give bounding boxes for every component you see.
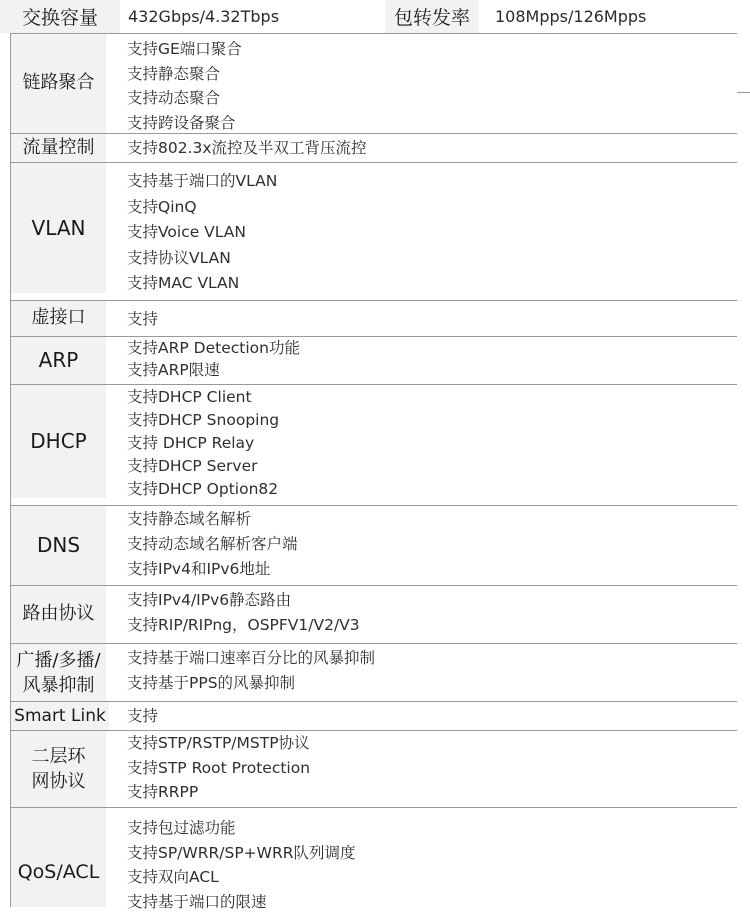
label-line: 网协议	[32, 769, 86, 794]
row-label-routing-protocol: 路由协议	[11, 586, 106, 643]
row-values-dns	[127, 507, 727, 582]
row-divider	[10, 384, 737, 385]
row-label-storm-suppression	[11, 644, 106, 701]
row-values-flow-control	[127, 136, 727, 160]
row-label-virtual-interface: 虚接口	[11, 301, 106, 336]
feature-line: 支持ARP限速	[127, 359, 727, 381]
feature-line: 支持静态域名解析	[127, 507, 727, 532]
feature-line: 支持QinQ	[127, 195, 727, 221]
row-label-layer2-ring	[11, 731, 106, 807]
row-label-smart-link: Smart Link	[11, 702, 109, 730]
feature-line: 支持动态聚合	[127, 86, 727, 111]
feature-line: 支持协议VLAN	[127, 246, 727, 272]
row-values-vlan	[127, 169, 727, 297]
feature-line: 支持双向ACL	[127, 865, 727, 890]
switching-capacity-value: 432Gbps/4.32Tbps	[120, 0, 385, 33]
feature-line: 支持基于端口的VLAN	[127, 169, 727, 195]
feature-line: 支持RRPP	[127, 780, 727, 805]
row-divider	[10, 300, 737, 301]
row-divider	[10, 807, 737, 808]
row-label-dns: DNS	[11, 506, 106, 585]
feature-line: 支持包过滤功能	[127, 816, 727, 841]
feature-line: 支持基于端口的限速	[127, 890, 727, 914]
feature-line: 支持802.3x流控及半双工背压流控	[127, 136, 727, 160]
forwarding-rate-label: 包转发率	[385, 0, 479, 33]
feature-line: 支持Voice VLAN	[127, 220, 727, 246]
feature-line: 支持跨设备聚合	[127, 111, 727, 136]
row-divider	[10, 701, 737, 702]
row-values-smart-link	[127, 703, 727, 729]
label-line: 广播/多播/	[16, 648, 100, 673]
edge-mark	[737, 92, 750, 93]
row-label-link-aggregation: 链路聚合	[11, 34, 106, 133]
feature-line: 支持IPv4/IPv6静态路由	[127, 588, 727, 613]
feature-line: 支持IPv4和IPv6地址	[127, 557, 727, 582]
row-label-dhcp: DHCP	[11, 385, 106, 498]
feature-line: 支持MAC VLAN	[127, 271, 727, 297]
feature-line: 支持动态域名解析客户端	[127, 532, 727, 557]
feature-line: 支持ARP Detection功能	[127, 337, 727, 359]
row-values-dhcp	[127, 386, 727, 501]
row-label-qos-acl: QoS/ACL	[11, 808, 106, 907]
row-values-storm-suppression	[127, 646, 727, 696]
feature-line: 支持STP Root Protection	[127, 756, 727, 781]
label-line: 二层环	[32, 744, 86, 769]
row-values-layer2-ring	[127, 731, 727, 805]
feature-line: 支持RIP/RIPng，OSPFV1/V2/V3	[127, 613, 727, 638]
row-values-routing-protocol	[127, 588, 727, 638]
row-values-arp	[127, 337, 727, 381]
feature-line: 支持基于PPS的风暴抑制	[127, 671, 727, 696]
forwarding-rate-value: 108Mpps/126Mpps	[479, 0, 750, 33]
feature-line: 支持	[127, 306, 727, 332]
feature-line: 支持 DHCP Relay	[127, 432, 727, 455]
feature-line: 支持静态聚合	[127, 62, 727, 87]
feature-line: 支持STP/RSTP/MSTP协议	[127, 731, 727, 756]
switching-capacity-label: 交换容量	[0, 0, 120, 33]
label-line: 风暴抑制	[23, 673, 95, 698]
feature-line: 支持SP/WRR/SP+WRR队列调度	[127, 841, 727, 866]
row-values-qos-acl	[127, 816, 727, 914]
row-label-arp: ARP	[11, 337, 106, 384]
header-row	[0, 0, 750, 33]
row-divider	[10, 643, 737, 644]
row-label-flow-control: 流量控制	[11, 134, 106, 162]
feature-line: 支持DHCP Server	[127, 455, 727, 478]
row-label-vlan: VLAN	[11, 163, 106, 293]
row-divider	[10, 162, 737, 163]
feature-line: 支持DHCP Snooping	[127, 409, 727, 432]
row-divider	[10, 505, 737, 506]
feature-line: 支持DHCP Option82	[127, 478, 727, 501]
feature-line: 支持基于端口速率百分比的风暴抑制	[127, 646, 727, 671]
feature-line: 支持GE端口聚合	[127, 37, 727, 62]
row-divider	[10, 33, 737, 34]
row-divider	[10, 585, 737, 586]
row-values-virtual-interface	[127, 306, 727, 332]
feature-line: 支持DHCP Client	[127, 386, 727, 409]
row-values-link-aggregation	[127, 37, 727, 135]
feature-line: 支持	[127, 703, 727, 729]
